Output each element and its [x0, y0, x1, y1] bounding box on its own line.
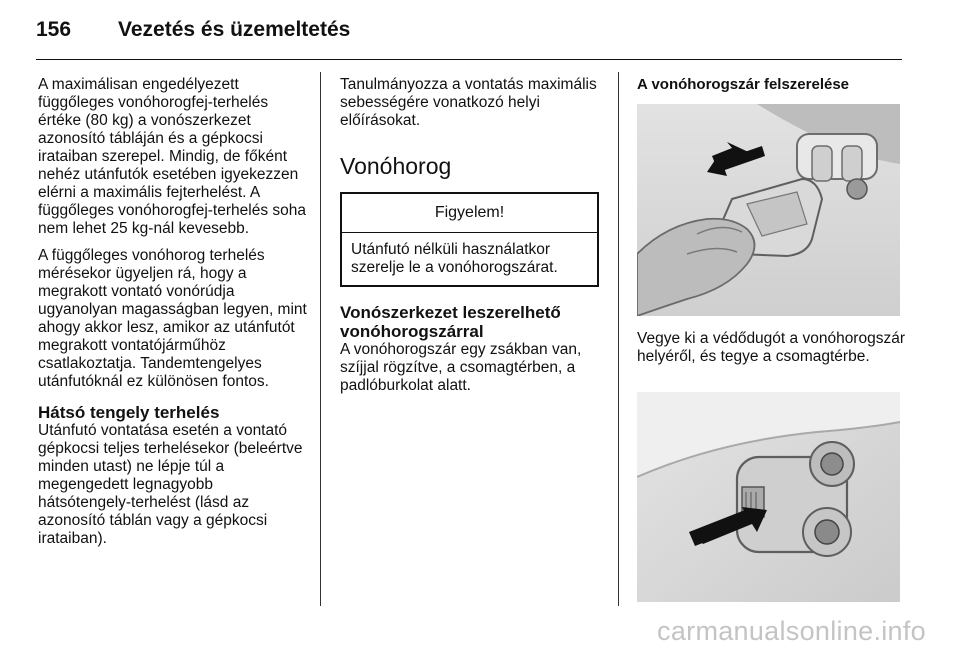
column-divider-2	[618, 72, 619, 606]
column-3	[637, 76, 905, 102]
paragraph-measuring-load: A függőleges vonóhorog terhelés mérésekor ügyeljen rá, hogy a megrakott vontató vonórúdja ugyanolyan magasságban legyen, mint ahogy akkor lesz, amikor az utánfutót megrakott vontatójárműhöz csatlakoztatja. Tandemtengelyes utánfutóknál ez különösen fontos.	[38, 247, 307, 390]
illustration-insert-towbar	[637, 392, 900, 602]
warning-box	[340, 192, 599, 287]
paragraph-max-vertical-load: A maximálisan engedélyezett függőleges vonóhorogfej-terhelés értéke (80 kg) a vonószerkezet azonosító tábláján és a gépkocsi irataiban szerepel. Mindig, de főként nehéz utánfutók esetében igyekezzen elérni a maximális fejterhelést. A függőleges vonóhorogfej-terhelés soha nem lehet 25 kg-nál kevesebb.	[38, 76, 306, 237]
header-rule	[36, 59, 902, 60]
warning-text: Utánfutó nélküli használatkor szerelje le a vonóhorogszárat.	[351, 241, 558, 276]
watermark: carmanualsonline.info	[657, 616, 926, 646]
illustration-remove-cover	[637, 104, 900, 316]
page-number: 156	[36, 18, 72, 41]
paragraph-towbar-storage: A vonóhorogszár egy zsákban van, szíjjal rögzítve, a csomagtérben, a padlóburkolat alatt.	[340, 341, 582, 394]
paragraph-remove-protective-cap: Vegye ki a védődugót a vonóhorogszár helyéről, és tegye a csomagtérbe.	[637, 330, 905, 365]
heading-towbar-mounting: A vonóhorogszár felszerelése	[637, 76, 850, 93]
section-title-towbar: Vonóhorog	[340, 153, 452, 179]
column-1	[38, 76, 310, 557]
column-divider-1	[320, 72, 321, 606]
paragraph-rear-axle-load: Utánfutó vontatása esetén a vontató gépkocsi teljes terhelésekor (beleértve minden utast) ne lépje túl a megengedett legnagyobb hátsótengely-terhelést (lásd az azonosító táblán vagy a gépkocsi irataiban).	[38, 422, 303, 547]
page-header	[36, 18, 906, 48]
heading-rear-axle-load: Hátsó tengely terhelés	[38, 403, 220, 422]
chapter-title: Vezetés és üzemeltetés	[118, 18, 351, 41]
column-2	[340, 76, 605, 404]
heading-removable-towbar: Vonószerkezet leszerelhető vonóhorogszárral	[340, 303, 561, 341]
warning-title: Figyelem!	[342, 194, 597, 233]
paragraph-speed-regulations: Tanulmányozza a vontatás maximális sebességére vonatkozó helyi előírásokat.	[340, 76, 597, 129]
